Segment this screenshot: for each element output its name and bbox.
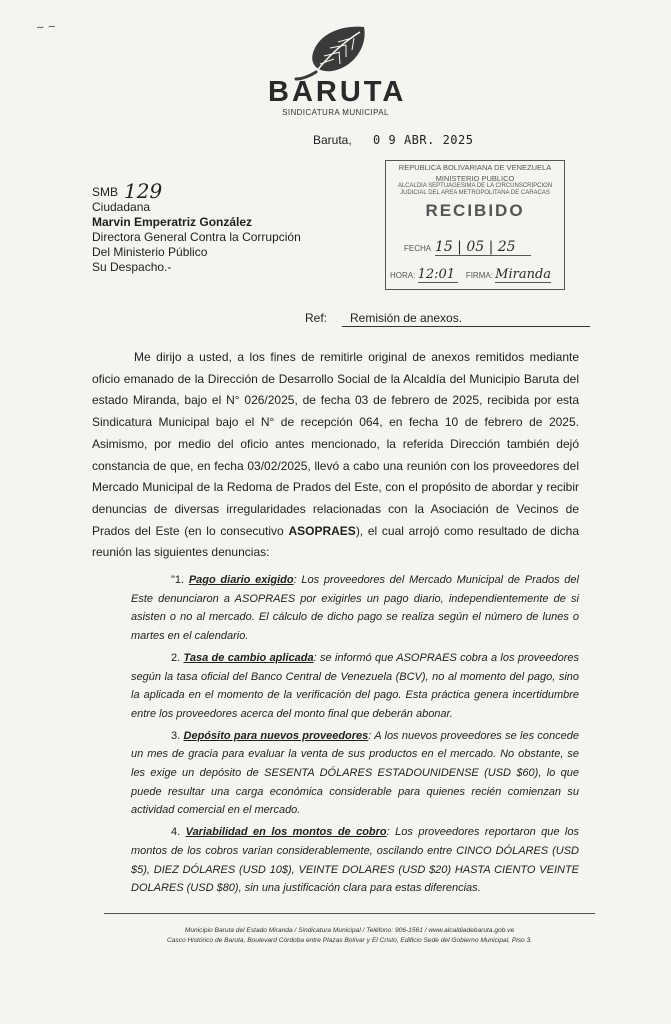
- ref-label: Ref:: [305, 311, 328, 325]
- brand-subtitle: SINDICATURA MUNICIPAL: [282, 108, 389, 117]
- corner-scribble: ~ ~: [35, 21, 57, 34]
- ref-value: Remisión de anexos.: [342, 311, 590, 327]
- salutation: Ciudadana: [92, 200, 151, 214]
- stamp-firma-value: Miranda: [495, 267, 552, 282]
- recipient-closing: Su Despacho.-: [92, 260, 172, 274]
- item-number: 4.: [171, 826, 181, 839]
- stamp-fecha-row: [404, 239, 531, 256]
- brand-name: BARUTA: [268, 76, 407, 108]
- body-text-b: ), el cual arrojó como resultado de dicha reunión las siguientes denuncias:: [92, 523, 579, 560]
- footer-divider: [104, 913, 595, 914]
- item-heading: Pago diario exigido: [188, 574, 294, 586]
- smb-label: SMB: [92, 185, 119, 199]
- footer: [104, 926, 595, 946]
- recipient-org: Del Ministerio Público: [92, 245, 208, 259]
- item-text: : Los proveedores del Mercado Municipal de Prados del Este denunciaron a ASOPRAES por exigirles un pago diario, independientemente de si asisten o no al mercado. El cálculo de dicho pago se realiza según el número de lunes o martes en el calendario.: [131, 574, 579, 643]
- item-text: : se informó que ASOPRAES cobra a los proveedores según la tasa oficial del Banco Central de Venezuela (BCV), no al momento del pago, sino la aplicada en el momento de la verificación del pago. Esta práctica genera incertidumbre entre los proveedores acerca del monto final que deberán abonar.: [131, 651, 579, 720]
- smb-row: [92, 179, 301, 203]
- item-heading: Depósito para nuevos proveedores: [183, 729, 369, 742]
- complaints-list: [131, 571, 579, 901]
- stamp-line3: ALCALDIA SEPTUAGESIMA DE LA CIRCUNSCRIPCION JUDICIAL DEL AREA METROPOLITANA DE CARACAS: [397, 183, 553, 196]
- leaf-icon: [294, 24, 378, 82]
- stamp-hora-value: 12:01: [418, 267, 458, 283]
- stamp-line1: REPUBLICA BOLIVARIANA DE VENEZUELA: [398, 163, 552, 172]
- letter-date: [313, 133, 473, 147]
- item-text: : Los proveedores reportaron que los montos de los cobros varían considerablemente, oscilando entre CINCO DÓLARES (USD $5), DIEZ DÓLARES (USD 10$), VEINTE DOLARES (USD $20) HASTA CIENTO VEINTE DOLARES (USD $80), sin una justificación clara para estas diferencias.: [131, 826, 579, 895]
- recipient-block: [92, 179, 301, 275]
- list-item: [131, 571, 579, 646]
- date-stamp: 0 9 ABR. 2025: [373, 133, 474, 147]
- letter-body: [92, 347, 579, 564]
- recipient-title: Directora General Contra la Corrupción: [92, 230, 301, 244]
- footer-line2: Casco Histórico de Baruta, Boulevard Córdoba entre Plazas Bolívar y El Cristo, Edificio Sede del Gobierno Municipal, Piso 3.: [166, 937, 533, 944]
- stamp-firma-label: FIRMA:: [465, 271, 493, 280]
- item-number: 3.: [171, 729, 181, 742]
- stamp-fecha-label: FECHA: [404, 244, 431, 253]
- list-item: [131, 727, 579, 821]
- baruta-logo: [268, 24, 407, 117]
- date-city: Baruta,: [313, 133, 352, 147]
- body-paragraph: [92, 347, 579, 564]
- item-number: "1.: [171, 574, 185, 586]
- stamp-hora-row: [390, 267, 551, 283]
- stamp-fecha-value: 15 | 05 | 25: [435, 239, 531, 256]
- footer-line1: Municipio Baruta del Estado Miranda / Sindicatura Municipal / Teléfono: 906-1561 / www.alcaldiadebaruta.gob.ve: [184, 927, 515, 934]
- smb-number: 129: [124, 179, 163, 203]
- stamp-received: RECIBIDO: [425, 201, 525, 220]
- stamp-line2: MINISTERIO PUBLICO: [435, 174, 515, 183]
- list-item: [131, 823, 579, 898]
- body-asopraes: ASOPRAES: [288, 523, 356, 538]
- body-text-a: Me dirijo a usted, a los fines de remitirle original de anexos remitidos mediante oficio emanado de la Dirección de Desarrollo Social de la Alcaldía del Municipio Baruta del estado Miranda, bajo el N° 026/2025, de fecha 03 de febrero de 2025, recibida por esta Sindicatura Municipal bajo el N° de recepción 064, en fecha 10 de febrero de 2025. Asimismo, por medio del oficio antes mencionado, la referida Dirección también dejó constancia de que, en fecha 03/02/2025, llevó a cabo una reunión con los proveedores del Mercado Municipal de la Redoma de Prados del Este, con el propósito de abordar y recibir denuncias de diversas irregularidades relacionadas con la Asociación de Vecinos de Prados del Este (en lo consecutivo: [92, 350, 579, 538]
- item-heading: Tasa de cambio aplicada: [183, 651, 314, 664]
- received-stamp: [385, 160, 565, 290]
- list-item: [131, 649, 579, 724]
- item-text: : A los nuevos proveedores se les concede un mes de gracia para evaluar la venta de sus productos en el mercado. No obstante, se les exige un depósito de SESENTA DÓLARES ESTADOUNIDENSE (USD $60), lo que puede resultar una carga económica considerable para quienes recién comienzan su actividad comercial en el mercado.: [131, 729, 580, 817]
- item-heading: Variabilidad en los montos de cobro: [185, 826, 387, 839]
- item-number: 2.: [171, 651, 181, 664]
- stamp-hora-label: HORA:: [390, 271, 416, 280]
- recipient-name: Marvin Emperatriz González: [92, 215, 253, 229]
